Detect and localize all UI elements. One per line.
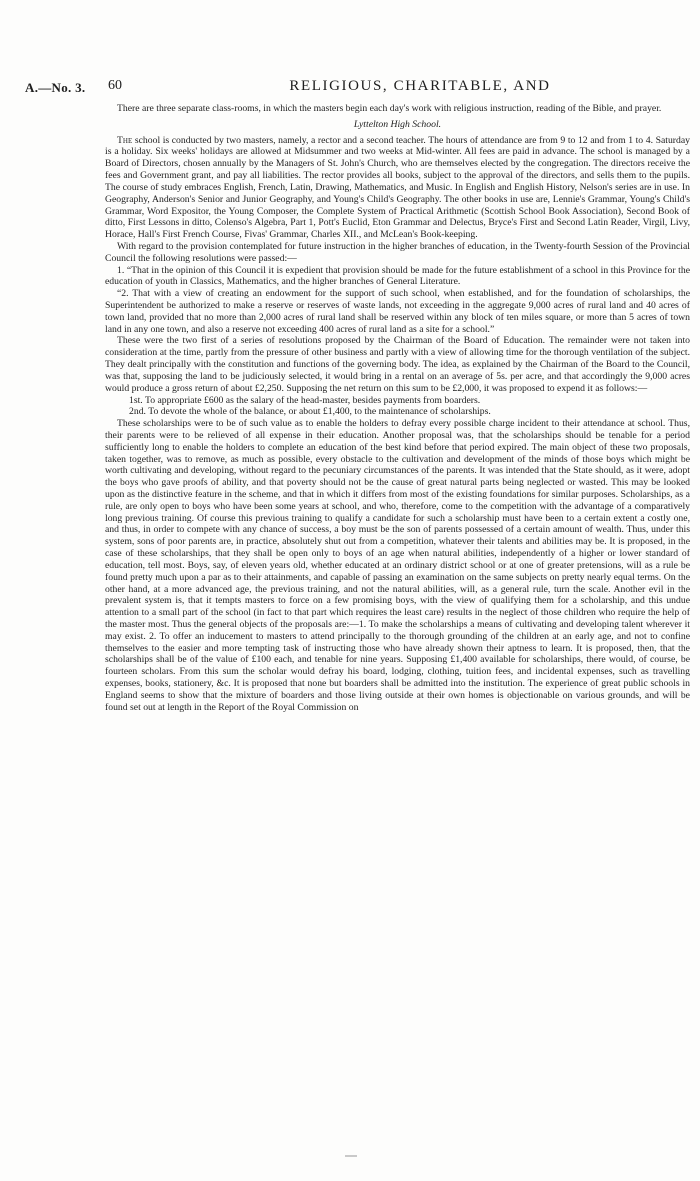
resolution-2: “2. That with a view of creating an endowment for the support of such school, when established, and for the foundation of scholarships, the Superintendent be authorized to make a reserve or reserves of waste lands, not exceeding in the aggregate 9,000 acres of rural land and 40 acres of town land, provided that no more than 2,000 acres of rural land shall be reserved within any block of ten miles square, or more than 5 acres of town land in any one town, and also a reserve not exceeding 400 acres of rural land as a site for a school.”	[105, 288, 690, 335]
paragraph-school-description-text: school is conducted by two masters, namely, a rector and a second teacher. The hours of attendance are from 9 to 12 and from 1 to 4. Saturday is a holiday. Six weeks' holidays are allowed at Midsummer and two weeks at Mid-winter. All fees are paid in advance. The school is managed by a Board of Directors, chosen annually by the Managers of St. John's Church, who are themselves elected by the congregation. The directors receive the fees and Government grant, and pay all liabilities. The rector provides all books, subject to the approval of the directors, and sells them to the pupils. The course of study embraces English, French, Latin, Drawing, Mathematics, and Music. In English and English History, Nelson's series are in use. In Geography, Anderson's Senior and Junior Geography, and Young's Child's Geography. The other books in use are, Lennie's Grammar, Young's Child's Grammar, Word Expositor, the Young Composer, the Complete System of Practical Arithmetic (Scottish School Book Association), Second Book of ditto, First Lessons in ditto, Colenso's Algebra, Part 1, Pott's Euclid, Eton Grammar and Delectus, Bryce's First and Second Latin Reader, Virgil, Livy, Horace, Hall's First French Course, Fivas' Grammar, Charles XII., and McLean's Book-keeping.	[105, 134, 691, 241]
paragraph-school-description	[105, 135, 690, 241]
paragraph-lead-word: The	[117, 134, 133, 146]
paragraph-resolutions-explained: These were the two first of a series of resolutions proposed by the Chairman of the Board of Education. The remainder were not taken into consideration at the time, partly from the pressure of other business and partly with a view of allowing time for the thorough ventilation of the subject. They dealt principally with the constitution and functions of the governing body. The idea, as explained by the Chairman of the Board to the Council, was that, supposing the land to be judiciously selected, it would bring in a rental on an average of 5s. per acre, and that accordingly the 9,000 acres would produce a gross return of about £2,250. Supposing the net return on this sum to be £2,000, it was proposed to expend it as follows:—	[105, 335, 690, 394]
section-heading: Lyttelton High School.	[353, 118, 442, 130]
body-text	[105, 103, 690, 713]
page-number: 60	[108, 78, 122, 93]
page-header	[0, 78, 700, 100]
expenditure-item-2: 2nd. To devote the whole of the balance, or about £1,400, to the maintenance of scholarships.	[129, 406, 491, 418]
running-title: RELIGIOUS, CHARITABLE, AND	[289, 78, 551, 94]
intro-paragraph: There are three separate class-rooms, in which the masters begin each day's work with religious instruction, reading of the Bible, and prayer.	[117, 103, 662, 114]
document-reference: A.—No. 3.	[25, 80, 86, 95]
page-mark	[345, 1155, 357, 1157]
expenditure-item-1: 1st. To appropriate £600 as the salary of the head-master, besides payments from boarders.	[129, 394, 481, 406]
paragraph-scholarships: These scholarships were to be of such value as to enable the holders to defray every possible charge incident to their attendance at school. Thus, their parents were to be relieved of all expense in their education. Another proposal was, that the scholarships should be tenable for a period sufficiently long to enable the holders to complete an education of the best kind before that period expired. The main object of these two proposals, taken together, was to remove, as much as possible, every obstacle to the cultivation and development of the minds of those boys which might be worth cultivating and developing, without regard to the pecuniary circumstances of the parents. It was intended that the State should, as it were, adopt the boys who gave proofs of ability, and that poverty should not be the cause of great natural parts being neglected or wasted. This may be looked upon as the distinctive feature in the scheme, and that in which it differs from most of the existing foundations for similar purposes. Scholarships, as a rule, are only open to boys who have been some years at school, and who, therefore, come to the competition with the advantage of a comparatively long previous training. Of course this previous training to qualify a candidate for such a scholarship must have been to a certain extent a costly one, and thus, in order to compete with any chance of success, a boy must be the son of parents possessed of a certain amount of wealth. Thus, under this system, sons of poor parents are, in practice, absolutely shut out from a competition, whatever their talents and abilities may be. It is proposed, in the case of these scholarships, that they shall be open only to boys of an age when natural abilities, independently of a higher or lower standard of education, tell most. Boys, say, of eleven years old, whether educated at an ordinary district school or at one of greater pretensions, will as a rule be found pretty much upon a par as to their attainments, and capable of passing an examination on the same subjects on pretty nearly equal terms. On the other hand, at a more advanced age, the previous training, and not the natural abilities, will, as a general rule, turn the scale. Another evil in the prevalent system is, that it tempts masters to force on a few promising boys, with the view of qualifying them for a scholarship, and this undue attention to a small part of the school (in fact to that part which requires the least care) results in the neglect of those children who require the help of the master most. Thus the general objects of the proposals are:—1. To make the scholarships a means of cultivating and developing talent wherever it may exist. 2. To offer an inducement to masters to attend principally to the thorough grounding of the children at an early age, and not to confine themselves to the easier and more tempting task of instructing those who have already shown their aptness to learn. It is proposed, then, that the scholarships shall be of the value of £100 each, and tenable for nine years. Supposing £1,400 available for scholarships, there would, of course, be fourteen scholars. From this sum the scholar would defray his board, lodging, clothing, tuition fees, and incidental expenses, such as travelling expenses, books, stationery, &c. It is proposed that none but boarders shall be admitted into the institution. The experience of great public schools in England seems to show that the mixture of boarders and those living outside at their own homes is objectionable on various grounds, and will be found set out at length in the Report of the Royal Commission on	[105, 418, 690, 713]
resolution-1: 1. “That in the opinion of this Council it is expedient that provision should be made for the future establishment of a school in this Province for the education of youth in Classics, Mathematics, and the higher branches of General Literature.	[105, 264, 690, 288]
paragraph-higher-education: With regard to the provision contemplated for future instruction in the higher branches of education, in the Twenty-fourth Session of the Provincial Council the following resolutions were passed:—	[105, 240, 690, 264]
